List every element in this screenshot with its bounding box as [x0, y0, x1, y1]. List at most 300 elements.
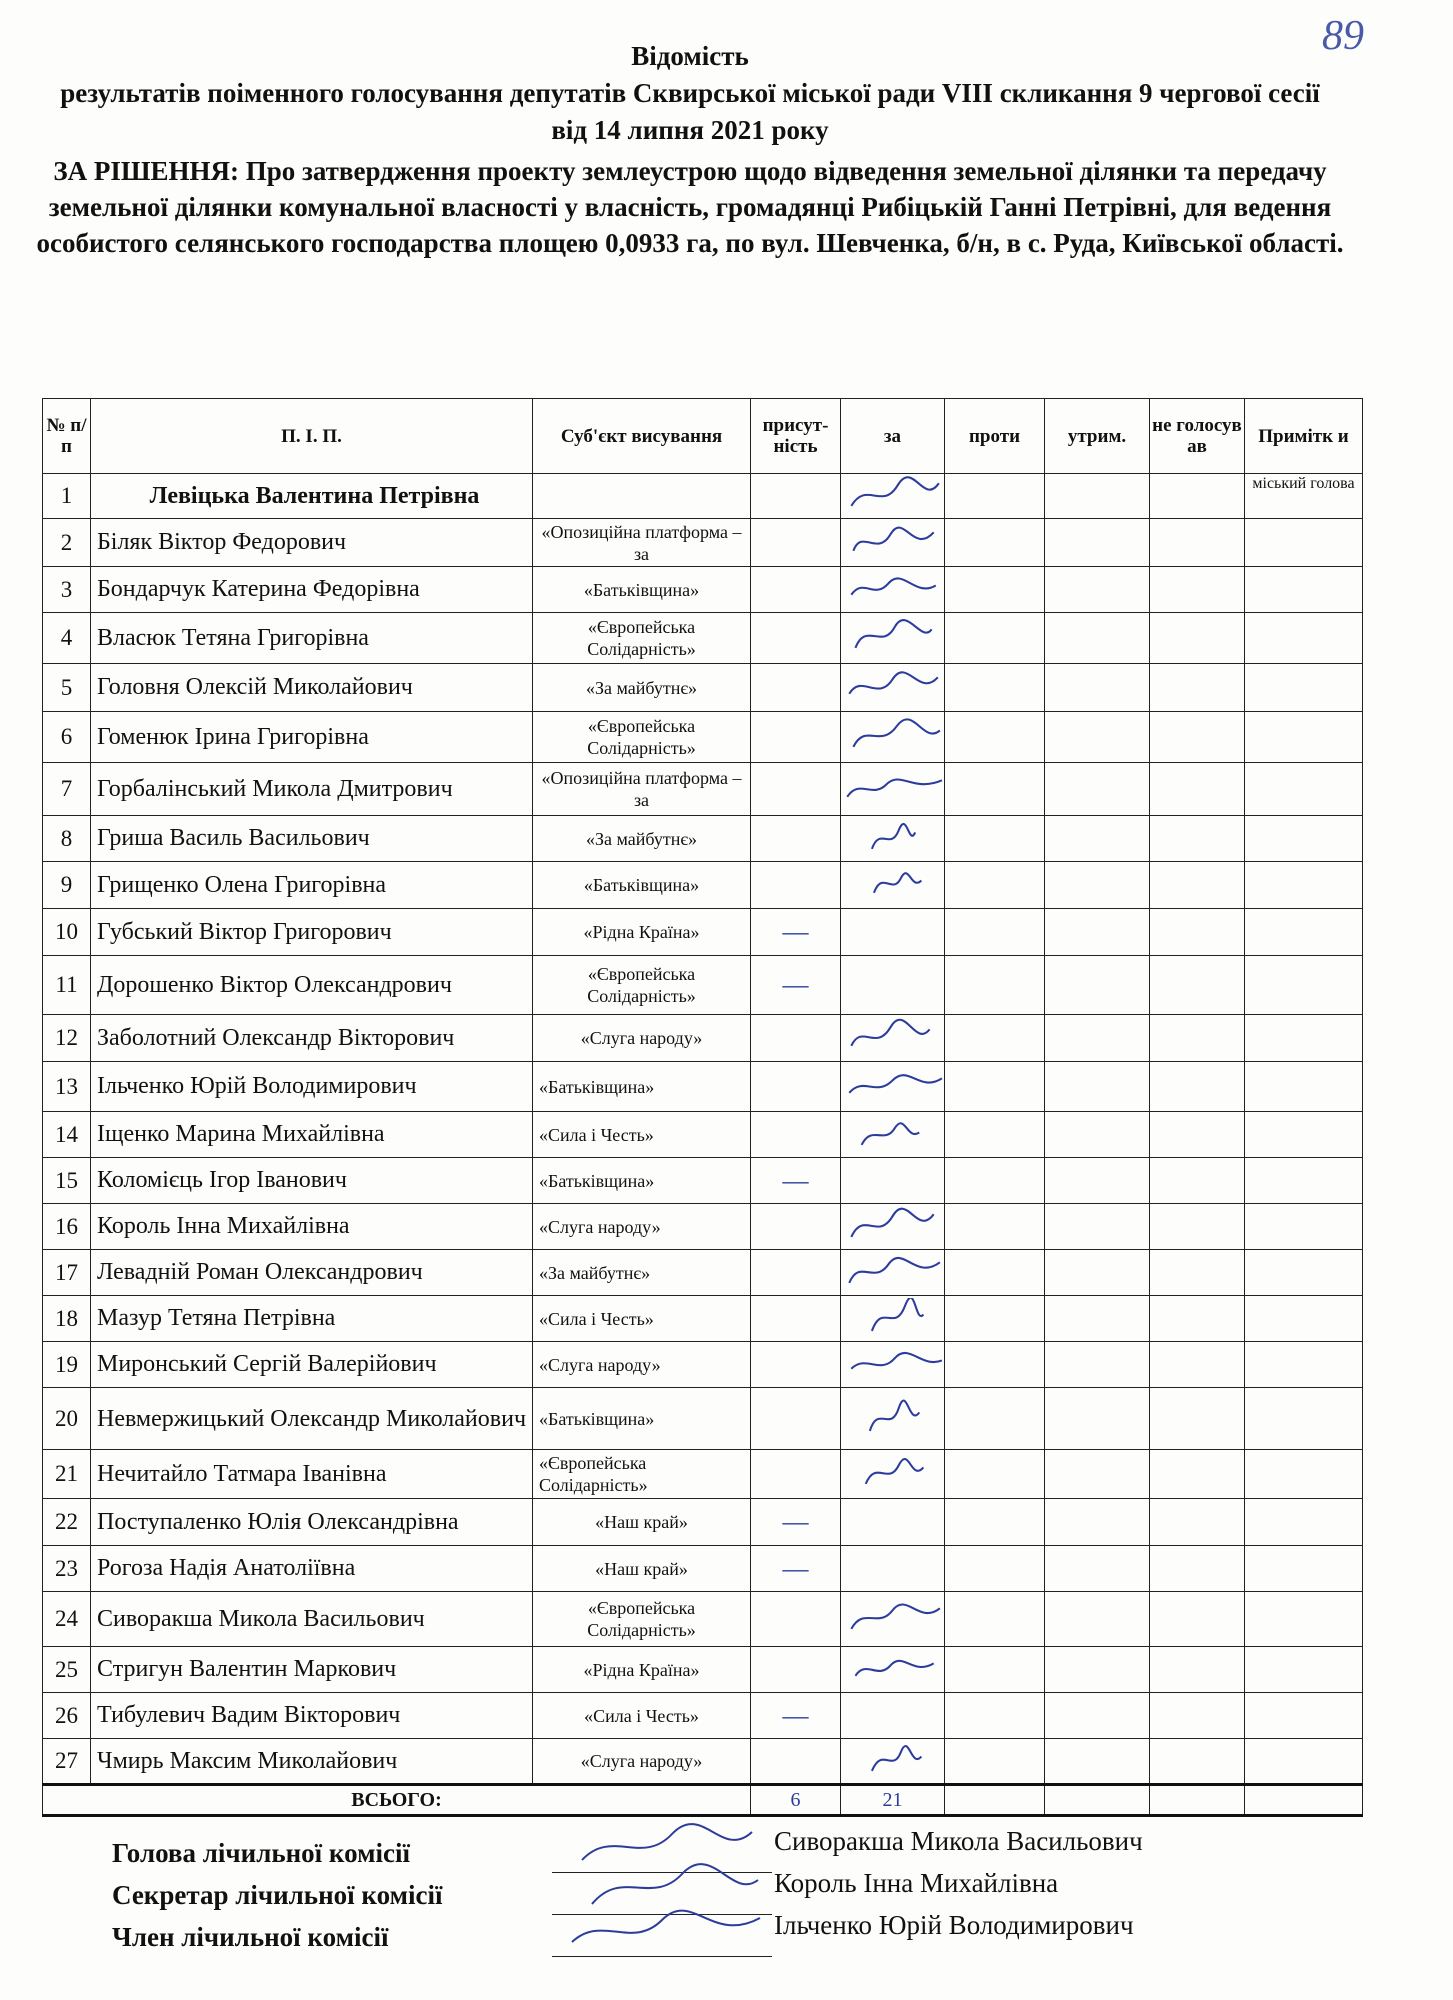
- row-num: 8: [43, 816, 91, 862]
- row-notvoted: [1150, 1739, 1245, 1785]
- col-abstain-header: утрим.: [1045, 399, 1150, 474]
- table-row: [43, 1647, 1363, 1693]
- col-for-header: за: [841, 399, 945, 474]
- row-note: [1245, 909, 1363, 956]
- row-num: 18: [43, 1296, 91, 1342]
- row-party: «Батьківщина»: [533, 567, 751, 613]
- row-num: 7: [43, 763, 91, 816]
- row-note: міський голова: [1245, 474, 1363, 519]
- row-against: [945, 1158, 1045, 1204]
- commission-signatures: [112, 1826, 1372, 1964]
- row-note: [1245, 712, 1363, 763]
- commission-member-name: Сиворакша Микола Васильович: [774, 1826, 1143, 1856]
- vote-for-signature: [841, 519, 945, 567]
- row-name: Мазур Тетяна Петрівна: [91, 1296, 533, 1342]
- row-num: 12: [43, 1015, 91, 1062]
- row-name: Горбалінський Микола Дмитрович: [91, 763, 533, 816]
- row-present: [751, 1739, 841, 1785]
- row-abstain: [1045, 1592, 1150, 1647]
- row-note: [1245, 519, 1363, 567]
- row-note: [1245, 1296, 1363, 1342]
- row-note: [1245, 1647, 1363, 1693]
- vote-for-signature: [841, 1342, 945, 1388]
- row-party: «Європейська Солідарність»: [533, 613, 751, 664]
- vote-for-signature: [841, 1450, 945, 1499]
- row-notvoted: [1150, 956, 1245, 1015]
- row-party: «Сила і Честь»: [533, 1693, 751, 1739]
- row-abstain: [1045, 519, 1150, 567]
- row-name: Грищенко Олена Григорівна: [91, 862, 533, 909]
- row-notvoted: [1150, 1450, 1245, 1499]
- vote-for-signature: [841, 763, 945, 816]
- row-present: [751, 1647, 841, 1693]
- row-party: «Рідна Країна»: [533, 909, 751, 956]
- row-against: [945, 1388, 1045, 1450]
- row-num: 10: [43, 909, 91, 956]
- row-against: [945, 862, 1045, 909]
- table-row: [43, 1388, 1363, 1450]
- row-present: [751, 1388, 841, 1450]
- row-notvoted: [1150, 1204, 1245, 1250]
- row-present: [751, 519, 841, 567]
- row-abstain: [1045, 1388, 1150, 1450]
- row-party: «Європейська Солідарність»: [533, 956, 751, 1015]
- row-abstain: [1045, 474, 1150, 519]
- row-party: «Європейська Солідарність»: [533, 1592, 751, 1647]
- signature-line: [552, 1956, 772, 1957]
- row-against: [945, 1450, 1045, 1499]
- row-party: «За майбутнє»: [533, 1250, 751, 1296]
- row-abstain: [1045, 1015, 1150, 1062]
- row-notvoted: [1150, 1342, 1245, 1388]
- table-row: [43, 1693, 1363, 1739]
- row-against: [945, 1112, 1045, 1158]
- row-against: [945, 1546, 1045, 1592]
- row-for: [841, 956, 945, 1015]
- present-mark: —: [751, 1546, 841, 1592]
- row-num: 13: [43, 1062, 91, 1112]
- row-abstain: [1045, 1112, 1150, 1158]
- row-abstain: [1045, 763, 1150, 816]
- commission-member-name: Король Інна Михайлівна: [774, 1868, 1059, 1898]
- row-against: [945, 1062, 1045, 1112]
- table-row: [43, 1546, 1363, 1592]
- row-num: 22: [43, 1499, 91, 1546]
- row-party: «Сила і Честь»: [533, 1296, 751, 1342]
- row-num: 27: [43, 1739, 91, 1785]
- table-row: [43, 1250, 1363, 1296]
- row-notvoted: [1150, 664, 1245, 712]
- row-party: «Слуга народу»: [533, 1739, 751, 1785]
- row-present: [751, 712, 841, 763]
- row-num: 20: [43, 1388, 91, 1450]
- vote-for-signature: [841, 712, 945, 763]
- row-note: [1245, 816, 1363, 862]
- row-abstain: [1045, 1647, 1150, 1693]
- row-num: 17: [43, 1250, 91, 1296]
- row-name: Гоменюк Ірина Григорівна: [91, 712, 533, 763]
- row-against: [945, 1592, 1045, 1647]
- row-notvoted: [1150, 567, 1245, 613]
- row-note: [1245, 1739, 1363, 1785]
- row-notvoted: [1150, 613, 1245, 664]
- row-name: Чмирь Максим Миколайович: [91, 1739, 533, 1785]
- row-present: [751, 1015, 841, 1062]
- row-num: 15: [43, 1158, 91, 1204]
- row-note: [1245, 956, 1363, 1015]
- row-notvoted: [1150, 1693, 1245, 1739]
- row-party: «Наш край»: [533, 1546, 751, 1592]
- row-present: [751, 474, 841, 519]
- table-row: [43, 909, 1363, 956]
- row-abstain: [1045, 613, 1150, 664]
- row-abstain: [1045, 712, 1150, 763]
- row-name: Рогоза Надія Анатоліївна: [91, 1546, 533, 1592]
- row-against: [945, 613, 1045, 664]
- row-against: [945, 1693, 1045, 1739]
- row-note: [1245, 1450, 1363, 1499]
- vote-for-signature: [841, 613, 945, 664]
- row-against: [945, 1647, 1045, 1693]
- row-present: [751, 1450, 841, 1499]
- row-notvoted: [1150, 1250, 1245, 1296]
- vote-for-signature: [841, 1112, 945, 1158]
- row-name: Сиворакша Микола Васильович: [91, 1592, 533, 1647]
- row-name: Левадній Роман Олександрович: [91, 1250, 533, 1296]
- row-abstain: [1045, 664, 1150, 712]
- vote-for-signature: [841, 1592, 945, 1647]
- row-notvoted: [1150, 1388, 1245, 1450]
- row-num: 23: [43, 1546, 91, 1592]
- row-against: [945, 1739, 1045, 1785]
- page-number: 89: [1322, 13, 1364, 59]
- row-notvoted: [1150, 1158, 1245, 1204]
- row-notvoted: [1150, 1062, 1245, 1112]
- row-name: Заболотний Олександр Вікторович: [91, 1015, 533, 1062]
- total-for: 21: [841, 1785, 945, 1816]
- row-note: [1245, 1499, 1363, 1546]
- row-abstain: [1045, 1342, 1150, 1388]
- row-abstain: [1045, 1499, 1150, 1546]
- row-note: [1245, 1204, 1363, 1250]
- table-row: [43, 712, 1363, 763]
- row-notvoted: [1150, 1546, 1245, 1592]
- row-party: «Слуга народу»: [533, 1204, 751, 1250]
- total-note: [1245, 1785, 1363, 1816]
- table-row: [43, 664, 1363, 712]
- vote-for-signature: [841, 816, 945, 862]
- row-name: Дорошенко Віктор Олександрович: [91, 956, 533, 1015]
- row-abstain: [1045, 567, 1150, 613]
- row-note: [1245, 763, 1363, 816]
- row-note: [1245, 1342, 1363, 1388]
- row-name: Невмержицький Олександр Миколайович: [91, 1388, 533, 1450]
- row-against: [945, 956, 1045, 1015]
- row-num: 21: [43, 1450, 91, 1499]
- commission-role: Секретар лічильної комісії: [112, 1880, 443, 1910]
- row-against: [945, 816, 1045, 862]
- decision-text: ЗА РІШЕННЯ: Про затвердження проекту землеустрою щодо відведення земельної ділянки та передачу земельної ділянки комунальної власності у власність, громадянці Рибіцькій Ганні Петрівні, для ведення особистого селянського господарства площею 0,0933 га, по вул. Шевченка, б/н, в с. Руда, Київської області.: [36, 156, 1344, 258]
- row-party: «За майбутнє»: [533, 664, 751, 712]
- row-name: Гриша Василь Васильович: [91, 816, 533, 862]
- vote-for-signature: [841, 664, 945, 712]
- vote-for-signature: [841, 1062, 945, 1112]
- row-notvoted: [1150, 1592, 1245, 1647]
- total-notvoted: [1150, 1785, 1245, 1816]
- row-present: [751, 763, 841, 816]
- row-party: «Рідна Країна»: [533, 1647, 751, 1693]
- row-note: [1245, 1062, 1363, 1112]
- row-name: Стригун Валентин Маркович: [91, 1647, 533, 1693]
- col-notvoted-header: не голосув ав: [1150, 399, 1245, 474]
- voting-table: [42, 398, 1363, 1817]
- col-party-header: Суб'єкт висування: [533, 399, 751, 474]
- table-row: [43, 474, 1363, 519]
- table-row: [43, 862, 1363, 909]
- row-abstain: [1045, 1296, 1150, 1342]
- row-abstain: [1045, 1693, 1150, 1739]
- row-num: 11: [43, 956, 91, 1015]
- row-name: Головня Олексій Миколайович: [91, 664, 533, 712]
- row-note: [1245, 862, 1363, 909]
- signature: [562, 1904, 762, 1956]
- row-notvoted: [1150, 763, 1245, 816]
- row-name: Король Інна Михайлівна: [91, 1204, 533, 1250]
- table-row: [43, 1158, 1363, 1204]
- row-note: [1245, 1250, 1363, 1296]
- row-name: Тибулевич Вадим Вікторович: [91, 1693, 533, 1739]
- row-party: «Сила і Честь»: [533, 1112, 751, 1158]
- vote-for-signature: [841, 1015, 945, 1062]
- present-mark: —: [751, 956, 841, 1015]
- row-present: [751, 1592, 841, 1647]
- present-mark: —: [751, 909, 841, 956]
- row-name: Ільченко Юрій Володимирович: [91, 1062, 533, 1112]
- present-mark: —: [751, 1158, 841, 1204]
- row-name: Власюк Тетяна Григорівна: [91, 613, 533, 664]
- table-row: [43, 567, 1363, 613]
- table-row: [43, 519, 1363, 567]
- row-note: [1245, 664, 1363, 712]
- row-for: [841, 1693, 945, 1739]
- row-notvoted: [1150, 1647, 1245, 1693]
- row-name: Біляк Віктор Федорович: [91, 519, 533, 567]
- row-num: 3: [43, 567, 91, 613]
- vote-for-signature: [841, 1739, 945, 1785]
- present-mark: —: [751, 1693, 841, 1739]
- row-notvoted: [1150, 909, 1245, 956]
- row-name: Нечитайло Татмара Іванівна: [91, 1450, 533, 1499]
- vote-for-signature: [841, 1204, 945, 1250]
- row-num: 24: [43, 1592, 91, 1647]
- total-against: [945, 1785, 1045, 1816]
- row-note: [1245, 1388, 1363, 1450]
- row-party: «Батьківщина»: [533, 1062, 751, 1112]
- commission-row: [112, 1910, 1372, 1964]
- row-notvoted: [1150, 712, 1245, 763]
- row-party: «Батьківщина»: [533, 1158, 751, 1204]
- vote-for-signature: [841, 1647, 945, 1693]
- table-row: [43, 1592, 1363, 1647]
- row-against: [945, 1296, 1045, 1342]
- vote-for-signature: [841, 1250, 945, 1296]
- row-num: 2: [43, 519, 91, 567]
- row-present: [751, 816, 841, 862]
- row-party: «Слуга народу»: [533, 1015, 751, 1062]
- row-notvoted: [1150, 816, 1245, 862]
- row-present: [751, 1204, 841, 1250]
- document-title: Відомість: [631, 41, 749, 71]
- vote-for-signature: [841, 862, 945, 909]
- table-row: [43, 1450, 1363, 1499]
- row-note: [1245, 1546, 1363, 1592]
- row-party: [533, 474, 751, 519]
- row-notvoted: [1150, 1499, 1245, 1546]
- row-note: [1245, 1158, 1363, 1204]
- table-row: [43, 1112, 1363, 1158]
- row-against: [945, 1250, 1045, 1296]
- row-party: «Батьківщина»: [533, 1388, 751, 1450]
- row-present: [751, 567, 841, 613]
- table-row: [43, 1739, 1363, 1785]
- total-abstain: [1045, 1785, 1150, 1816]
- row-present: [751, 664, 841, 712]
- row-party: «Батьківщина»: [533, 862, 751, 909]
- row-against: [945, 567, 1045, 613]
- row-note: [1245, 567, 1363, 613]
- row-note: [1245, 1592, 1363, 1647]
- row-for: [841, 1546, 945, 1592]
- table-row: [43, 956, 1363, 1015]
- row-for: [841, 1499, 945, 1546]
- table-row: [43, 613, 1363, 664]
- row-party: «Наш край»: [533, 1499, 751, 1546]
- vote-for-signature: [841, 1388, 945, 1450]
- row-abstain: [1045, 1062, 1150, 1112]
- row-note: [1245, 1015, 1363, 1062]
- table-row: [43, 1296, 1363, 1342]
- row-abstain: [1045, 1158, 1150, 1204]
- row-present: [751, 1250, 841, 1296]
- row-present: [751, 862, 841, 909]
- row-num: 25: [43, 1647, 91, 1693]
- row-notvoted: [1150, 1112, 1245, 1158]
- commission-member-name: Ільченко Юрій Володимирович: [774, 1910, 1134, 1940]
- row-abstain: [1045, 1739, 1150, 1785]
- vote-for-signature: [841, 567, 945, 613]
- row-num: 9: [43, 862, 91, 909]
- row-abstain: [1045, 1450, 1150, 1499]
- row-against: [945, 1015, 1045, 1062]
- row-present: [751, 1296, 841, 1342]
- row-num: 1: [43, 474, 91, 519]
- table-row: [43, 763, 1363, 816]
- commission-role: Член лічильної комісії: [112, 1922, 389, 1952]
- row-against: [945, 1342, 1045, 1388]
- vote-for-signature: [841, 1296, 945, 1342]
- row-num: 6: [43, 712, 91, 763]
- row-present: [751, 1062, 841, 1112]
- row-abstain: [1045, 1250, 1150, 1296]
- row-abstain: [1045, 816, 1150, 862]
- row-num: 19: [43, 1342, 91, 1388]
- row-note: [1245, 1693, 1363, 1739]
- row-num: 26: [43, 1693, 91, 1739]
- row-party: «Європейська Солідарність»: [533, 1450, 751, 1499]
- row-against: [945, 763, 1045, 816]
- row-num: 14: [43, 1112, 91, 1158]
- row-notvoted: [1150, 1015, 1245, 1062]
- row-name: Іщенко Марина Михайлівна: [91, 1112, 533, 1158]
- document-header: [30, 38, 1350, 261]
- col-against-header: проти: [945, 399, 1045, 474]
- table-row: [43, 1062, 1363, 1112]
- row-against: [945, 1204, 1045, 1250]
- row-name: Губський Віктор Григорович: [91, 909, 533, 956]
- row-against: [945, 664, 1045, 712]
- col-note-header: Примітк и: [1245, 399, 1363, 474]
- row-name: Поступаленко Юлія Олександрівна: [91, 1499, 533, 1546]
- row-num: 4: [43, 613, 91, 664]
- row-against: [945, 712, 1045, 763]
- row-abstain: [1045, 1204, 1150, 1250]
- table-row: [43, 1499, 1363, 1546]
- row-notvoted: [1150, 474, 1245, 519]
- present-mark: —: [751, 1499, 841, 1546]
- row-name: Коломієць Ігор Іванович: [91, 1158, 533, 1204]
- row-against: [945, 909, 1045, 956]
- row-note: [1245, 613, 1363, 664]
- row-party: «Європейська Солідарність»: [533, 712, 751, 763]
- row-name: Левіцька Валентина Петрівна: [91, 474, 533, 519]
- table-row: [43, 1204, 1363, 1250]
- table-row: [43, 1015, 1363, 1062]
- row-against: [945, 1499, 1045, 1546]
- col-name-header: П. І. П.: [91, 399, 533, 474]
- row-num: 16: [43, 1204, 91, 1250]
- total-row: [43, 1785, 1363, 1816]
- row-for: [841, 909, 945, 956]
- vote-for-signature: [841, 474, 945, 519]
- table-header-row: [43, 399, 1363, 474]
- row-party: «Слуга народу»: [533, 1342, 751, 1388]
- commission-role: Голова лічильної комісії: [112, 1838, 410, 1868]
- row-party: «За майбутнє»: [533, 816, 751, 862]
- col-num-header: № п/п: [43, 399, 91, 474]
- row-present: [751, 1342, 841, 1388]
- row-present: [751, 1112, 841, 1158]
- row-party: «Опозиційна платформа – за: [533, 763, 751, 816]
- row-note: [1245, 1112, 1363, 1158]
- row-for: [841, 1158, 945, 1204]
- row-notvoted: [1150, 519, 1245, 567]
- row-abstain: [1045, 956, 1150, 1015]
- row-name: Бондарчук Катерина Федорівна: [91, 567, 533, 613]
- total-label: ВСЬОГО:: [43, 1785, 751, 1816]
- document-subtitle: результатів поіменного голосування депутатів Сквирської міської ради VIII скликання 9 чергової сесії від 14 липня 2021 року: [60, 78, 1320, 145]
- row-abstain: [1045, 1546, 1150, 1592]
- row-num: 5: [43, 664, 91, 712]
- table-row: [43, 1342, 1363, 1388]
- row-abstain: [1045, 909, 1150, 956]
- total-present: 6: [751, 1785, 841, 1816]
- row-notvoted: [1150, 1296, 1245, 1342]
- row-notvoted: [1150, 862, 1245, 909]
- row-abstain: [1045, 862, 1150, 909]
- row-against: [945, 519, 1045, 567]
- table-row: [43, 816, 1363, 862]
- row-party: «Опозиційна платформа – за: [533, 519, 751, 567]
